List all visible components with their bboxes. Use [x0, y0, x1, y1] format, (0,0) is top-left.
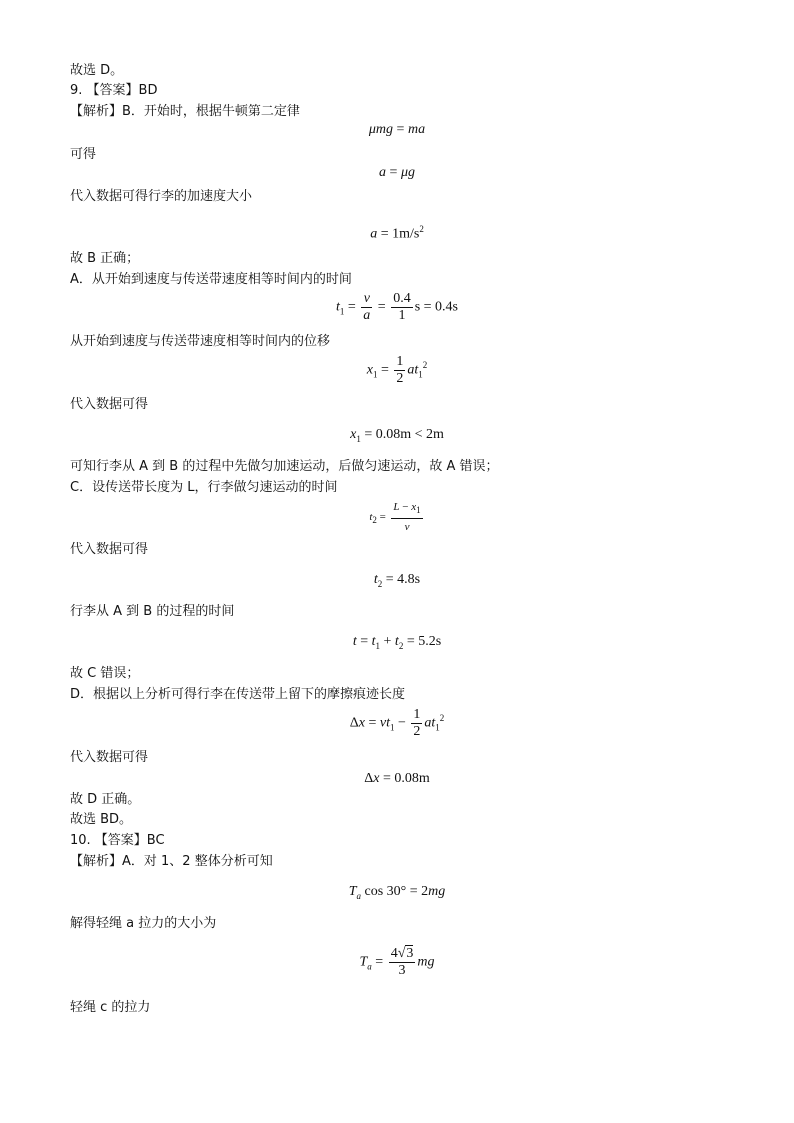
equation-acceleration-value: $a = 1m/s^2$: [370, 224, 424, 242]
text-line: 代入数据可得行李的加速度大小: [70, 189, 253, 204]
text-line: 解得轻绳 a 拉力的大小为: [70, 916, 217, 931]
text-line: 故选 D。: [70, 63, 124, 78]
text-line: 故 B 正确；: [70, 251, 140, 266]
equation-t2: $t_2$ = $\frac{L - x_1}{v}$: [369, 501, 421, 534]
text-line: 代入数据可得: [70, 750, 149, 765]
text-line: A．从开始到速度与传送带速度相等时间内的时间: [70, 272, 352, 287]
equation-total-time: $t = t_1 + t_2 = 5.2s$: [352, 634, 442, 651]
equation-tension-a: $T_a$ = $\frac{4√3}{3}$ mg: [359, 946, 435, 978]
text-line: 行李从 A 到 B 的过程的时间: [70, 604, 235, 619]
equation-newton-second-law: μmg = ma: [368, 122, 426, 137]
equation-t2-value: $t_2 = 4.8s$: [373, 572, 421, 589]
text-line: 代入数据可得: [70, 542, 149, 557]
equation-acceleration: a = μg: [379, 165, 415, 180]
text-line: D．根据以上分析可得行李在传送带上留下的摩擦痕迹长度: [70, 687, 406, 702]
answer-heading-10: 10. 【答案】BC: [70, 833, 165, 848]
equation-tension-balance: $T_a$ cos 30° = 2mg: [348, 884, 446, 901]
text-line: 轻绳 c 的拉力: [70, 1000, 151, 1015]
text-line: 故 D 正确。: [70, 792, 141, 807]
text-line: 故选 BD。: [70, 812, 133, 827]
text-line: C．设传送带长度为 L，行李做匀速运动的时间: [70, 480, 338, 495]
text-line: 可知行李从 A 到 B 的过程中先做匀加速运动，后做匀速运动，故 A 错误；: [70, 459, 499, 474]
text-line: 代入数据可得: [70, 397, 149, 412]
equation-delta-x-value: Δx = 0.08m: [364, 771, 430, 786]
equation-x1-value: $x_1 = 0.08m < 2m$: [350, 427, 444, 444]
text-line: 可得: [70, 147, 97, 162]
equation-t1: $t_1$ = $\frac{v}{a}$ = $\frac{0.4}{1}$ s = 0.4s: [336, 291, 458, 323]
text-line: 【解析】A．对 1、2 整体分析可知: [70, 854, 273, 869]
text-line: 从开始到速度与传送带速度相等时间内的位移: [70, 334, 331, 349]
equation-x1: $x_1$ = $\frac{1}{2}$ $at_1^2$: [366, 354, 428, 386]
equation-delta-x: $\Delta x = vt_1$ − $\frac{1}{2}$ $at_1^2$: [349, 707, 445, 739]
text-line: 故 C 错误；: [70, 666, 140, 681]
answer-heading-9: 9. 【答案】BD: [70, 83, 158, 98]
text-line: 【解析】B．开始时，根据牛顿第二定律: [70, 104, 300, 119]
